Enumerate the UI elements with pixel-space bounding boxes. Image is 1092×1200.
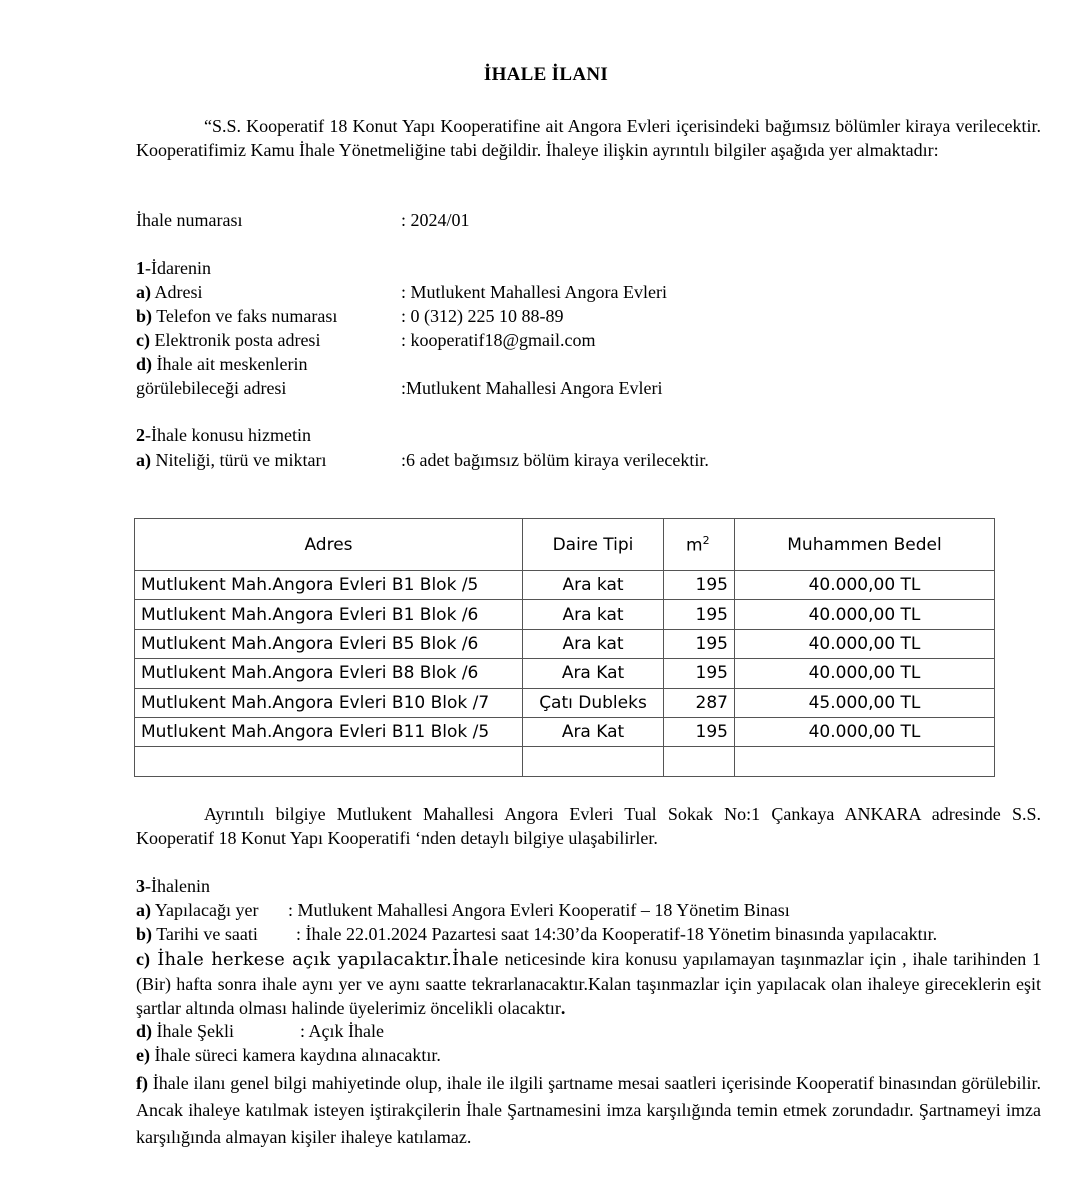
- section-1-heading: [136, 258, 1046, 282]
- item-label: İhale Şekli: [152, 1021, 234, 1041]
- section-3-heading: [136, 875, 1041, 899]
- header-m2: $m^2$: [664, 519, 735, 571]
- item-key: c): [136, 949, 150, 969]
- cell-daire-tipi: Ara kat: [523, 600, 664, 629]
- section-1-item-d-cont: [136, 378, 1046, 402]
- header-daire-tipi: Daire Tipi: [523, 519, 664, 571]
- section-1-item-a: [136, 282, 1046, 306]
- section-1-item-d: [136, 354, 1046, 378]
- cell-m2: 195: [664, 629, 735, 658]
- item-label: Elektronik posta adresi: [149, 330, 321, 350]
- item-label: görülebileceği adresi: [136, 378, 287, 398]
- item-text: neticesinde kira konusu yapılamayan taşınmazlar için , ihale tarihinden 1 (Bir) hafta sonra ihale aynı yer ve aynı saatte tekrarlanacaktır.Kalan taşınmazlar için yapılacak olan ihaleye gireceklerin eşit şartlar altında olması halinde üyelerimiz öncelikli olacaktır: [136, 949, 1041, 1018]
- item-key: d): [136, 1021, 153, 1041]
- cell-daire-tipi: Ara kat: [523, 629, 664, 658]
- item-key: b): [136, 924, 153, 944]
- ihale-number-row: [136, 210, 1046, 234]
- cell-daire-tipi: Ara Kat: [523, 659, 664, 688]
- item-value: : İhale 22.01.2024 Pazartesi saat 14:30’da Kooperatif-18 Yönetim binasında yapılacaktır.: [296, 924, 938, 944]
- item-key: a): [136, 450, 151, 470]
- ihale-number-label: İhale numarası: [136, 210, 243, 230]
- item-key: a): [136, 900, 151, 920]
- detail-paragraph: Ayrıntılı bilgiye Mutlukent Mahallesi Angora Evleri Tual Sokak No:1 Çankaya ANKARA adresinde S.S. Kooperatif 18 Konut Yapı Kooperatifi ‘nden detaylı bilgiye ulaşabilirler.: [136, 804, 1041, 848]
- cell-bedel: 40.000,00 TL: [735, 659, 995, 688]
- table-row-empty: [135, 747, 995, 776]
- cell-m2: 195: [664, 659, 735, 688]
- section-1-title: -İdarenin: [145, 258, 211, 278]
- item-lead: İhale herkese açık yapılacaktır.İhale: [149, 949, 499, 970]
- cell-adres: Mutlukent Mah.Angora Evleri B11 Blok /5: [135, 717, 523, 746]
- item-label: İhale ait meskenlerin: [152, 354, 308, 374]
- cell-bedel: 40.000,00 TL: [735, 629, 995, 658]
- cell-m2: 195: [664, 571, 735, 600]
- item-value: : Mutlukent Mahallesi Angora Evleri Kooperatif – 18 Yönetim Binası: [288, 900, 790, 920]
- section-2-heading: [136, 425, 1046, 449]
- ihale-number-value: : 2024/01: [401, 210, 470, 230]
- table-row: [135, 629, 995, 658]
- item-label: Adresi: [151, 282, 203, 302]
- section-1-item-b: [136, 306, 1046, 330]
- item-value: : Açık İhale: [300, 1021, 384, 1041]
- item-label: Yapılacağı yer: [151, 900, 259, 920]
- document-title: İHALE İLANI: [483, 64, 609, 85]
- cell-bedel: 45.000,00 TL: [735, 688, 995, 717]
- cell-daire-tipi: Ara Kat: [523, 717, 664, 746]
- item-key: e): [136, 1045, 150, 1065]
- cell-m2: 195: [664, 717, 735, 746]
- item-key: d): [136, 354, 153, 374]
- section-3-title: -İhalenin: [145, 876, 210, 896]
- header-muhammen-bedel: Muhammen Bedel: [735, 519, 995, 571]
- table-header-row: [135, 519, 995, 571]
- section-2-number: 2: [136, 425, 145, 445]
- email-value: : kooperatif18@gmail.com: [401, 330, 596, 350]
- item-text: İhale süreci kamera kaydına alınacaktır.: [149, 1045, 441, 1065]
- item-value: :Mutlukent Mahallesi Angora Evleri: [401, 378, 663, 398]
- item-label: Telefon ve faks numarası: [152, 306, 338, 326]
- item-end: .: [560, 998, 566, 1018]
- section-3-item-f: [136, 1070, 1041, 1151]
- section-2-title: -İhale konusu hizmetin: [145, 425, 311, 445]
- cell-bedel: 40.000,00 TL: [735, 571, 995, 600]
- item-value: : Mutlukent Mahallesi Angora Evleri: [401, 282, 667, 302]
- cell-adres: Mutlukent Mah.Angora Evleri B10 Blok /7: [135, 688, 523, 717]
- intro-paragraph: “S.S. Kooperatif 18 Konut Yapı Kooperatifine ait Angora Evleri içerisindeki bağımsız bölümler kiraya verilecektir. Kooperatifimiz Kamu İhale Yönetmeliğine tabi değildir. İhaleye ilişkin ayrıntılı bilgiler aşağıda yer almaktadır:: [136, 116, 1041, 160]
- section-3-item-b: [136, 923, 1041, 947]
- cell-adres: Mutlukent Mah.Angora Evleri B5 Blok /6: [135, 629, 523, 658]
- cell-adres: Mutlukent Mah.Angora Evleri B1 Blok /5: [135, 571, 523, 600]
- section-3: [136, 875, 1041, 1151]
- item-label: Niteliği, türü ve miktarı: [151, 450, 327, 470]
- cell-adres: Mutlukent Mah.Angora Evleri B1 Blok /6: [135, 600, 523, 629]
- item-key: b): [136, 306, 153, 326]
- cell-m2: 287: [664, 688, 735, 717]
- item-key: f): [136, 1073, 148, 1093]
- cell-daire-tipi: Ara kat: [523, 571, 664, 600]
- section-1-number: 1: [136, 258, 145, 278]
- table-row: [135, 571, 995, 600]
- section-3-item-d: [136, 1020, 1041, 1044]
- item-label: Tarihi ve saati: [152, 924, 258, 944]
- item-text: İhale ilanı genel bilgi mahiyetinde olup, ihale ile ilgili şartname mesai saatleri içerisinde Kooperatif binasından görülebilir. Ancak ihaleye katılmak isteyen iştirakçilerin İhale Şartnamesini imza karşılığında temin etmek zorundadır. Şartnameyi imza karşılığında almayan kişiler ihaleye katılamaz.: [136, 1073, 1041, 1147]
- cell-m2: 195: [664, 600, 735, 629]
- section-3-item-e: [136, 1044, 1041, 1068]
- cell-daire-tipi: Çatı Dubleks: [523, 688, 664, 717]
- table-row: [135, 600, 995, 629]
- item-key: c): [136, 330, 150, 350]
- header-adres: Adres: [135, 519, 523, 571]
- section-3-item-c: [136, 947, 1041, 1020]
- cell-adres: Mutlukent Mah.Angora Evleri B8 Blok /6: [135, 659, 523, 688]
- item-key: a): [136, 282, 151, 302]
- item-value: :6 adet bağımsız bölüm kiraya verilecektir.: [401, 450, 709, 470]
- table-row: [135, 688, 995, 717]
- property-table: [134, 518, 995, 777]
- cell-bedel: 40.000,00 TL: [735, 600, 995, 629]
- section-3-number: 3: [136, 876, 145, 896]
- section-2-item-a: [136, 450, 1046, 474]
- table-row: [135, 659, 995, 688]
- item-value: : 0 (312) 225 10 88-89: [401, 306, 564, 326]
- table-row: [135, 717, 995, 746]
- section-1-item-c: [136, 330, 1046, 354]
- cell-bedel: 40.000,00 TL: [735, 717, 995, 746]
- section-3-item-a: [136, 899, 1041, 923]
